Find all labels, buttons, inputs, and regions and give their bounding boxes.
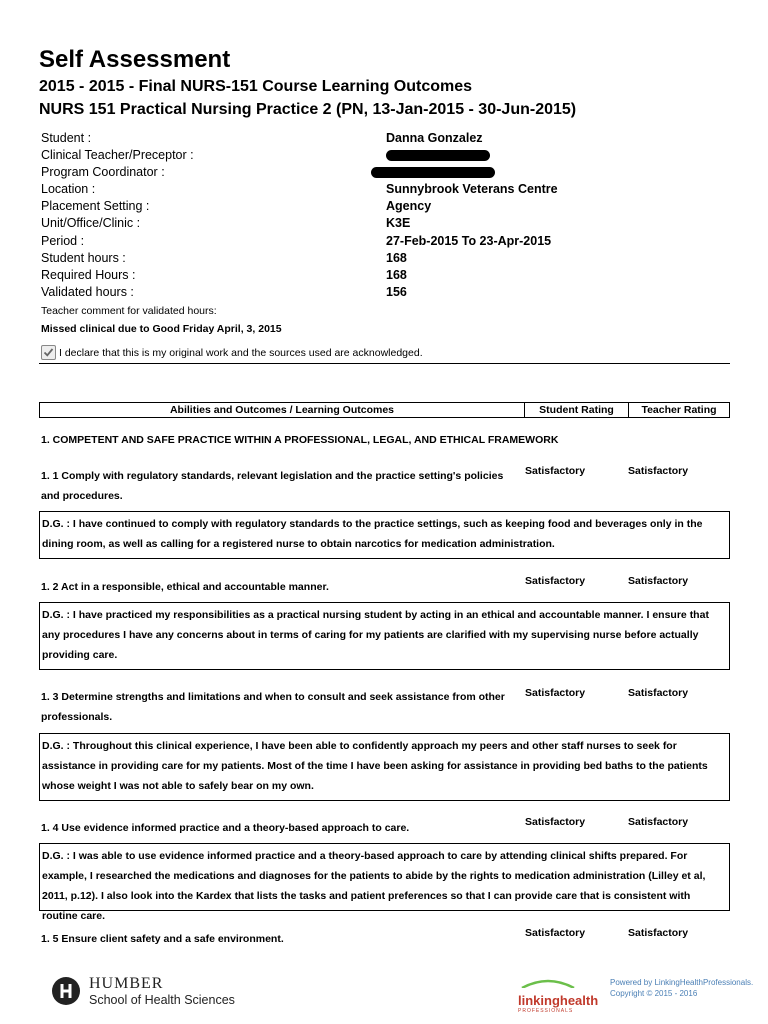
declaration-row xyxy=(41,345,423,360)
student-comment-1-4: D.G. : I was able to use evidence informed practice and a theory-based approach to care by attending clinical shifts prepared. For example, I researched the medications and diagnoses for the patients to abide by the rights to medication administration (Lilley et al, 2011, p.12). I also look into the Kardex that lists the tasks and patient preferences so that I can provide care that is consistent with routine care. xyxy=(39,843,730,911)
copyright-text: Copyright © 2015 - 2016 xyxy=(610,989,698,998)
info-label: Student hours : xyxy=(41,250,126,265)
info-value: K3E xyxy=(386,216,411,231)
teacher-rating: Satisfactory xyxy=(628,465,689,477)
teacher-rating: Satisfactory xyxy=(628,816,689,828)
divider xyxy=(39,363,730,364)
info-label: Location : xyxy=(41,182,96,197)
info-label: Required Hours : xyxy=(41,267,136,282)
info-label: Clinical Teacher/Preceptor : xyxy=(41,148,194,163)
course-details: NURS 151 Practical Nursing Practice 2 (PN, 13-Jan-2015 - 30-Jun-2015) xyxy=(39,101,577,118)
linkinghealth-logo xyxy=(518,975,598,1014)
teacher-comment: Missed clinical due to Good Friday April, 3, 2015 xyxy=(41,323,282,335)
info-value: 156 xyxy=(386,284,407,299)
humber-name: HUMBER xyxy=(89,975,164,992)
redaction-bar xyxy=(386,150,490,161)
linkinghealth-tagline: PROFESSIONALS xyxy=(518,1008,574,1014)
student-comment-1-2: D.G. : I have practiced my responsibilities as a practical nursing student by acting in an ethical and accountable manner. I ensure that any procedures I have any concerns about in terms of caring for my patients are clarified with my supervising nurse before actually providing care. xyxy=(39,602,730,670)
info-value: 27-Feb-2015 To 23-Apr-2015 xyxy=(386,233,552,248)
student-rating: Satisfactory xyxy=(525,465,586,477)
teacher-rating: Satisfactory xyxy=(628,687,689,699)
student-rating: Satisfactory xyxy=(525,927,586,939)
linkinghealth-arc-icon xyxy=(518,978,578,988)
info-value: Danna Gonzalez xyxy=(386,131,483,145)
outcome-1-1: 1. 1 Comply with regulatory standards, relevant legislation and the practice setting's policies and procedures. xyxy=(41,470,504,502)
header-teacher-rating: Teacher Rating xyxy=(641,404,717,416)
info-value: 168 xyxy=(386,267,407,282)
header-student-rating: Student Rating xyxy=(525,403,629,417)
info-label: Unit/Office/Clinic : xyxy=(41,216,141,231)
info-value: Sunnybrook Veterans Centre xyxy=(386,182,558,197)
info-label: Placement Setting : xyxy=(41,199,150,214)
humber-logo xyxy=(52,975,235,1007)
outcomes-table-header xyxy=(39,402,730,418)
powered-by xyxy=(610,977,753,999)
declaration-text: I declare that this is my original work and the sources used are acknowledged. xyxy=(59,346,423,359)
outcome-1-3: 1. 3 Determine strengths and limitations and when to consult and seek assistance from other professionals. xyxy=(41,691,505,723)
student-rating: Satisfactory xyxy=(525,575,586,587)
checkmark-icon xyxy=(43,347,54,358)
section-heading: 1. COMPETENT AND SAFE PRACTICE WITHIN A PROFESSIONAL, LEGAL, AND ETHICAL FRAMEWORK xyxy=(41,434,559,446)
info-label: Program Coordinator : xyxy=(41,165,165,180)
student-comment-1-3: D.G. : Throughout this clinical experience, I have been able to confidently approach my peers and other staff nurses to seek for assistance in providing care for my patients. Most of the time I have been asking for assistance in providing bed baths to the patients whose weight I was not able to safely bear on my own. xyxy=(39,733,730,801)
powered-by-text: Powered by LinkingHealthProfessionals. xyxy=(610,978,754,987)
linkinghealth-wordmark: linkinghealth xyxy=(518,993,599,1008)
header-outcomes: Abilities and Outcomes / Learning Outcomes xyxy=(40,403,525,417)
outcome-1-2: 1. 2 Act in a responsible, ethical and accountable manner. xyxy=(41,581,329,593)
student-comment-1-1: D.G. : I have continued to comply with regulatory standards to the practice settings, such as keeping food and beverages only in the dining room, as well as calling for a registered nurse to obtain narcotics for medication administration. xyxy=(39,511,730,559)
outcome-1-4: 1. 4 Use evidence informed practice and a theory-based approach to care. xyxy=(41,822,410,834)
info-value: 168 xyxy=(386,250,407,265)
humber-school: School of Health Sciences xyxy=(89,993,235,1007)
info-value: Agency xyxy=(386,199,432,214)
humber-emblem-icon xyxy=(52,977,80,1005)
teacher-comment-label: Teacher comment for validated hours: xyxy=(41,305,217,317)
outcome-1-5: 1. 5 Ensure client safety and a safe environment. xyxy=(41,933,284,945)
info-label: Validated hours : xyxy=(41,284,134,299)
page-title: Self Assessment xyxy=(39,46,231,73)
student-info-panel xyxy=(41,130,741,301)
info-label: Student : xyxy=(41,131,92,145)
teacher-rating: Satisfactory xyxy=(628,575,689,587)
redaction-bar xyxy=(371,167,495,178)
teacher-rating: Satisfactory xyxy=(628,927,689,939)
student-rating: Satisfactory xyxy=(525,816,586,828)
declaration-checkbox[interactable] xyxy=(41,345,56,360)
info-label: Period : xyxy=(41,233,85,248)
course-subtitle: 2015 - 2015 - Final NURS-151 Course Learning Outcomes xyxy=(39,78,473,95)
student-rating: Satisfactory xyxy=(525,687,586,699)
